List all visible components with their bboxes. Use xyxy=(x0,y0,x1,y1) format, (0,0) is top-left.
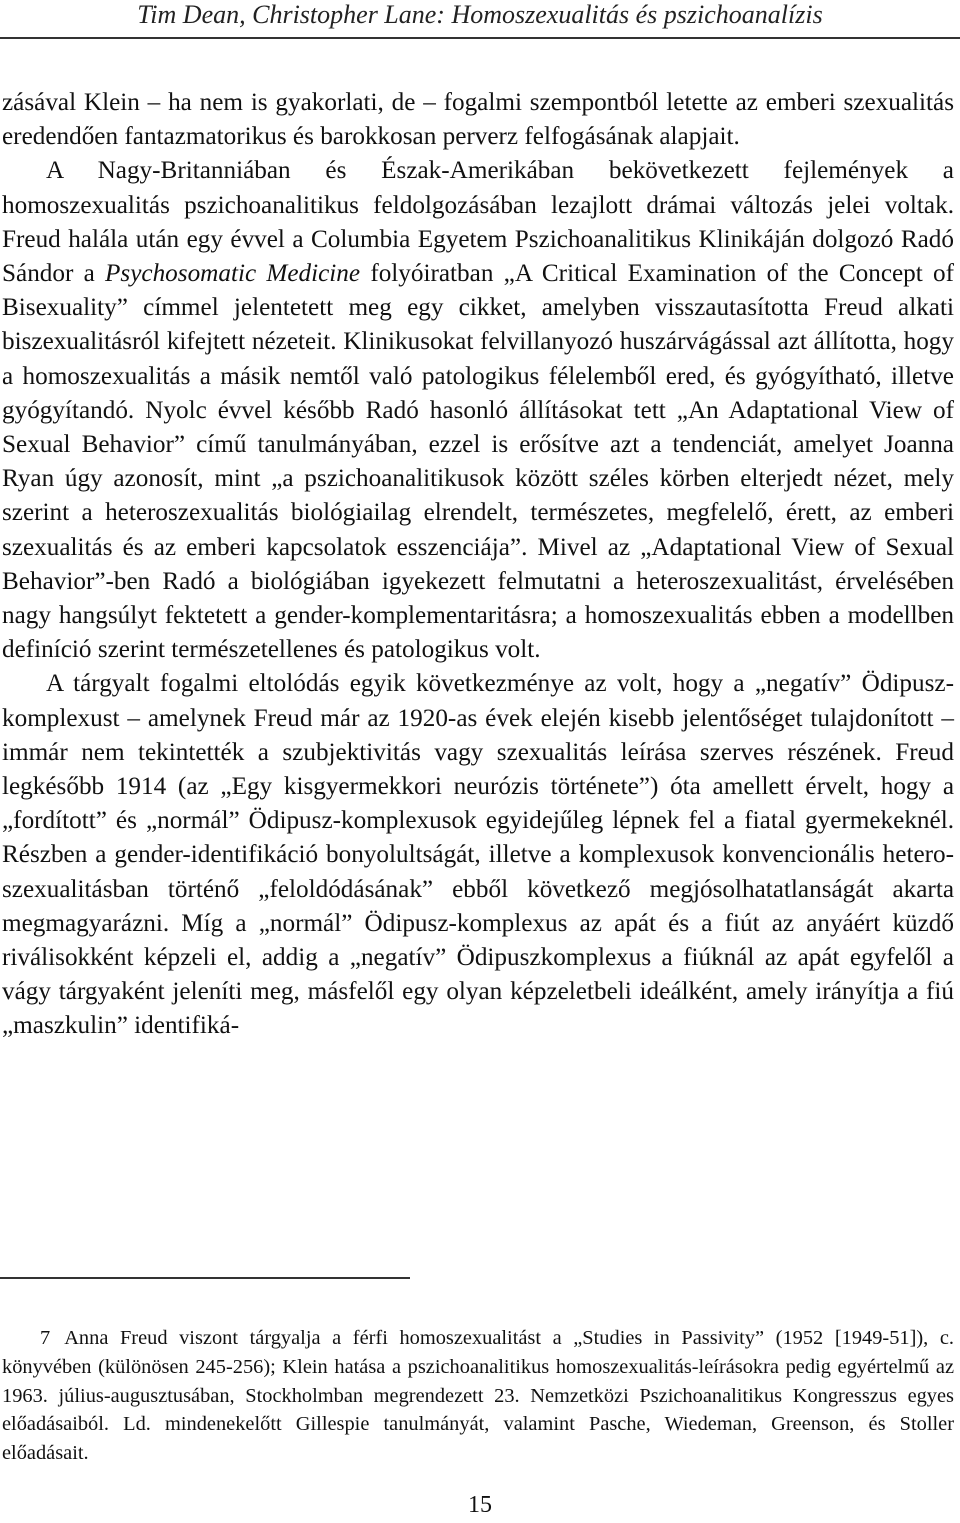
header-rule xyxy=(0,37,960,39)
page-number: 15 xyxy=(468,1492,492,1518)
footnote xyxy=(2,1324,954,1468)
main-text xyxy=(2,86,954,1044)
footnote-number: 7 xyxy=(40,1327,51,1349)
paragraph-3: A tárgyalt fogalmi eltolódás egyik következménye az volt, hogy a „negatív” Ödipusz-komplexust – amelynek Freud már az 1920-as évek elején kisebb jelentőséget tulajdonított – immár nem tekintették a szubjektivitás vagy szexualitás leírása szerves részének. Freud legkésőbb 1914 (az „Egy kisgyermekkori neurózis története”) óta amellett érvelt, hogy a „fordított” és „normál” Ödipusz-komplexusok egyidejűleg lépnek fel a fiatal gyermekeknél. Részben a gender-identifikáció bonyolultságát, illetve a komplexusok konvencionális heteroszexualitásban történő „feloldódásának” ebből következő megjósolhatatlanságát akarta megmagyarázni. Míg a „normál” Ödipusz-komplexus az apát és a fiút az anyáért küzdő riválisokként képzeli el, addig a „negatív” Ödipuszkomplexus a fiúknál az apát egyfelől a vágy tárgyaként jeleníti meg, másfelől egy olyan képzeletbeli ideálként, amely irányítja a fiú „maszkulin” identifiká- xyxy=(2,670,954,1040)
footnote-text: Anna Freud viszont tárgyalja a férfi homoszexualitást a „Studies in Passivity” (1952 [1949-51]), c. könyvében (különösen 245-256); Klein hatása a pszichoanalitikus homoszexualitás-leírásokra pedig egyértelmű az 1963. július-augusztusában, Stockholmban megrendezett 23. Nemzetközi Pszichoanalitikus Kongresszus egyes előadásaiból. Ld. mindenekelőtt Gillespie tanulmányát, valamint Pasche, Wiedeman, Greenson, és Stoller előadásait. xyxy=(2,1327,954,1465)
paragraph-1: zásával Klein – ha nem is gyakorlati, de – fogalmi szempontból letette az emberi szexualitás eredendően fantazmatorikus és barokkosan perverz felfogásának alapjait. xyxy=(2,89,954,151)
paragraph-2-part-b: folyóiratban „A Critical Examination of the Concept of Bisexuality” címmel jelentetett meg egy cikket, amelyben visszautasította Freud alkati biszexualitásról kifejtett nézeteit. Klinikusokat felvillanyozó huszárvágással azt állította, hogy a homoszexualitás a másik nemtől való patologikus félelemből ered, és gyógyítható, illetve gyógyítandó. Nyolc évvel később Radó hasonló állításokat tett „An Adaptational View of Sexual Behavior” című tanulmányában, ezzel is erősítve azt a tendenciát, amelyet Joanna Ryan úgy azonosít, mint „a pszichoanalitikusok között széles körben elterjedt nézet, mely szerint a heteroszexualitás biológiailag elrendelt, természetes, megfelelő, érett, az emberi szexualitás és az emberi kapcsolatok esszenciája”. Mivel az „Adaptational View of Sexual Behavior”-ben Radó a biológiában igyekezett felmutatni a heteroszexualitást, érvelésében nagy hangsúlyt fektetett a gender-komplementaritásra; a homoszexualitás ebben a modellben definíció szerint természetellenes és patologikus volt. xyxy=(2,260,954,664)
footnote-rule xyxy=(0,1277,410,1279)
paragraph-2 xyxy=(2,154,954,667)
journal-title: Psychosomatic Medicine xyxy=(105,260,361,288)
running-header: Tim Dean, Christopher Lane: Homoszexualitás és pszichoanalízis xyxy=(137,0,823,29)
paragraph-2-part-a: A Nagy-Britanniában és Észak-Amerikában bekövetkezett fejlemények a homoszexualitás pszichoanalitikus feldolgozásában lezajlott drámai változás jelei voltak. Freud halála után egy évvel a Columbia Egyetem Pszichoanalitikus Klinikáján dolgozó Radó Sándor a xyxy=(2,157,954,288)
